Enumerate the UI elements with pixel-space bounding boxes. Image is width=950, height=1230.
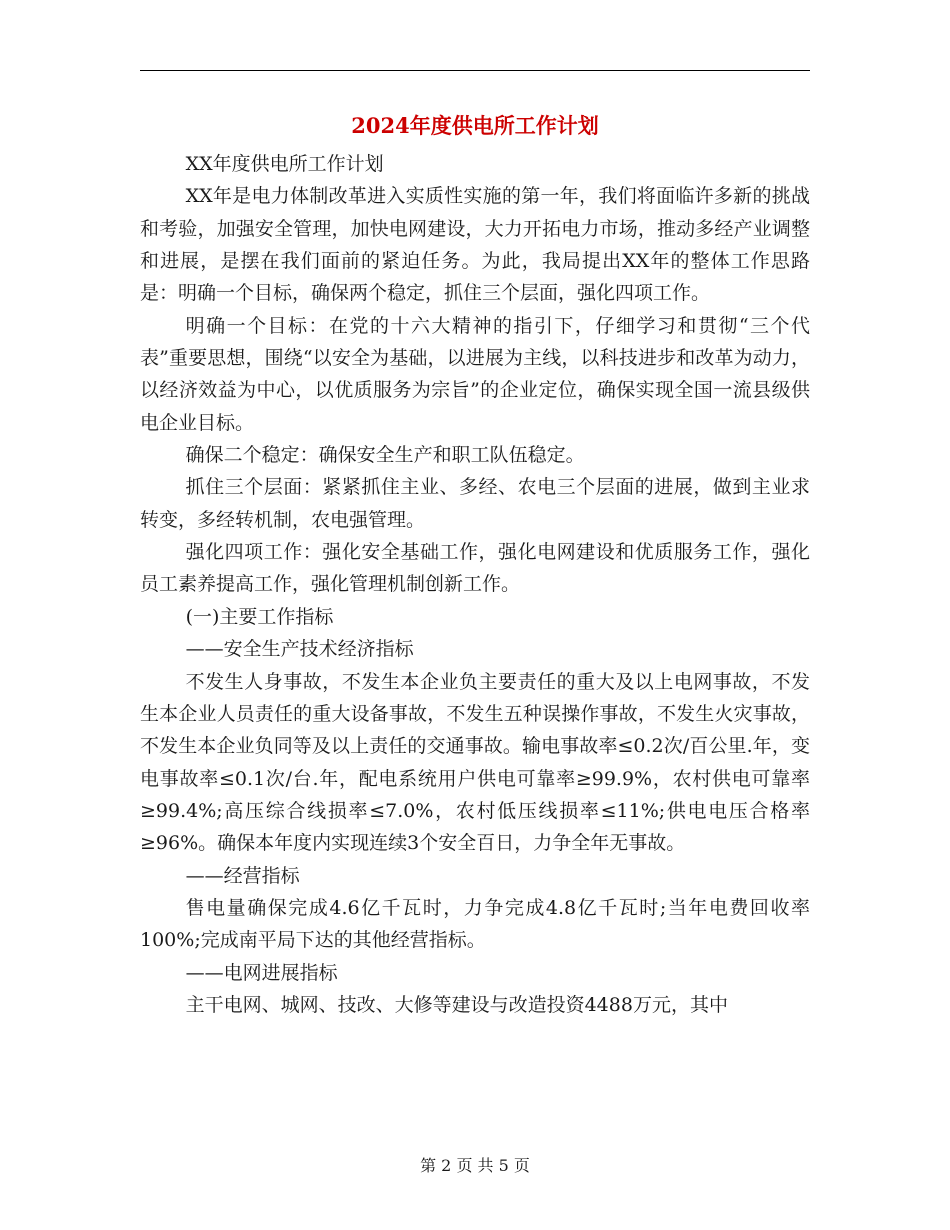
paragraph: XX年是电力体制改革进入实质性实施的第一年，我们将面临许多新的挑战和考验，加强安全管理，加快电网建设，大力开拓电力市场，推动多经产业调整和进展，是摆在我们面前的紧迫任务。为此，我局提出XX年的整体工作思路是：明确一个目标，确保两个稳定，抓住三个层面，强化四项工作。 (140, 185, 810, 305)
paragraph: 主干电网、城网、技改、大修等建设与改造投资4488万元，其中 (185, 993, 728, 1016)
subsection-heading: ——电网进展指标 (185, 961, 338, 984)
paragraph: 不发生人身事故，不发生本企业负主要责任的重大及以上电网事故，不发生本企业人员责任的重大设备事故，不发生五种误操作事故，不发生火灾事故，不发生本企业负同等及以上责任的交通事故。输电事故率≤0.2次/百公里.年，变电事故率≤0.1次/台.年，配电系统用户供电可靠率≥99.9%，农村供电可靠率 ≥99.4%;高压综合线损率≤7.0%，农村低压线损率≤11%;供电电压合格率≥96%。确保本年度内实现连续3个安全百日，力争全年无事故。 (140, 670, 810, 855)
paragraph: 确保二个稳定：确保安全生产和职工队伍稳定。 (185, 444, 585, 467)
paragraph: 明确一个目标：在党的十六大精神的指引下，仔细学习和贯彻“三个代表”重要思想，围绕“以安全为基础，以进展为主线，以科技进步和改革为动力，以经济效益为中心，以优质服务为宗旨”的企业定位，确保实现全国一流县级供电企业目标。 (140, 314, 810, 434)
paragraph: 售电量确保完成4.6亿千瓦时，力争完成4.8亿千瓦时;当年电费回收率100%;完成南平局下达的其他经营指标。 (140, 896, 810, 952)
page-number: 第 2 页 共 5 页 (420, 1156, 530, 1175)
section-heading: (一)主要工作指标 (185, 605, 334, 628)
header-rule (140, 70, 810, 71)
paragraph: XX年度供电所工作计划 (185, 153, 384, 175)
subsection-heading: ——安全生产技术经济指标 (185, 638, 414, 661)
paragraph: 抓住三个层面：紧紧抓住主业、多经、农电三个层面的进展，做到主业求转变，多经转机制，农电强管理。 (140, 476, 810, 531)
document-title: 2024年度供电所工作计划 (351, 113, 599, 138)
document-body (140, 148, 810, 1021)
subsection-heading: ——经营指标 (185, 864, 300, 887)
paragraph: 强化四项工作：强化安全基础工作，强化电网建设和优质服务工作，强化员工素养提高工作，强化管理机制创新工作。 (140, 541, 810, 596)
